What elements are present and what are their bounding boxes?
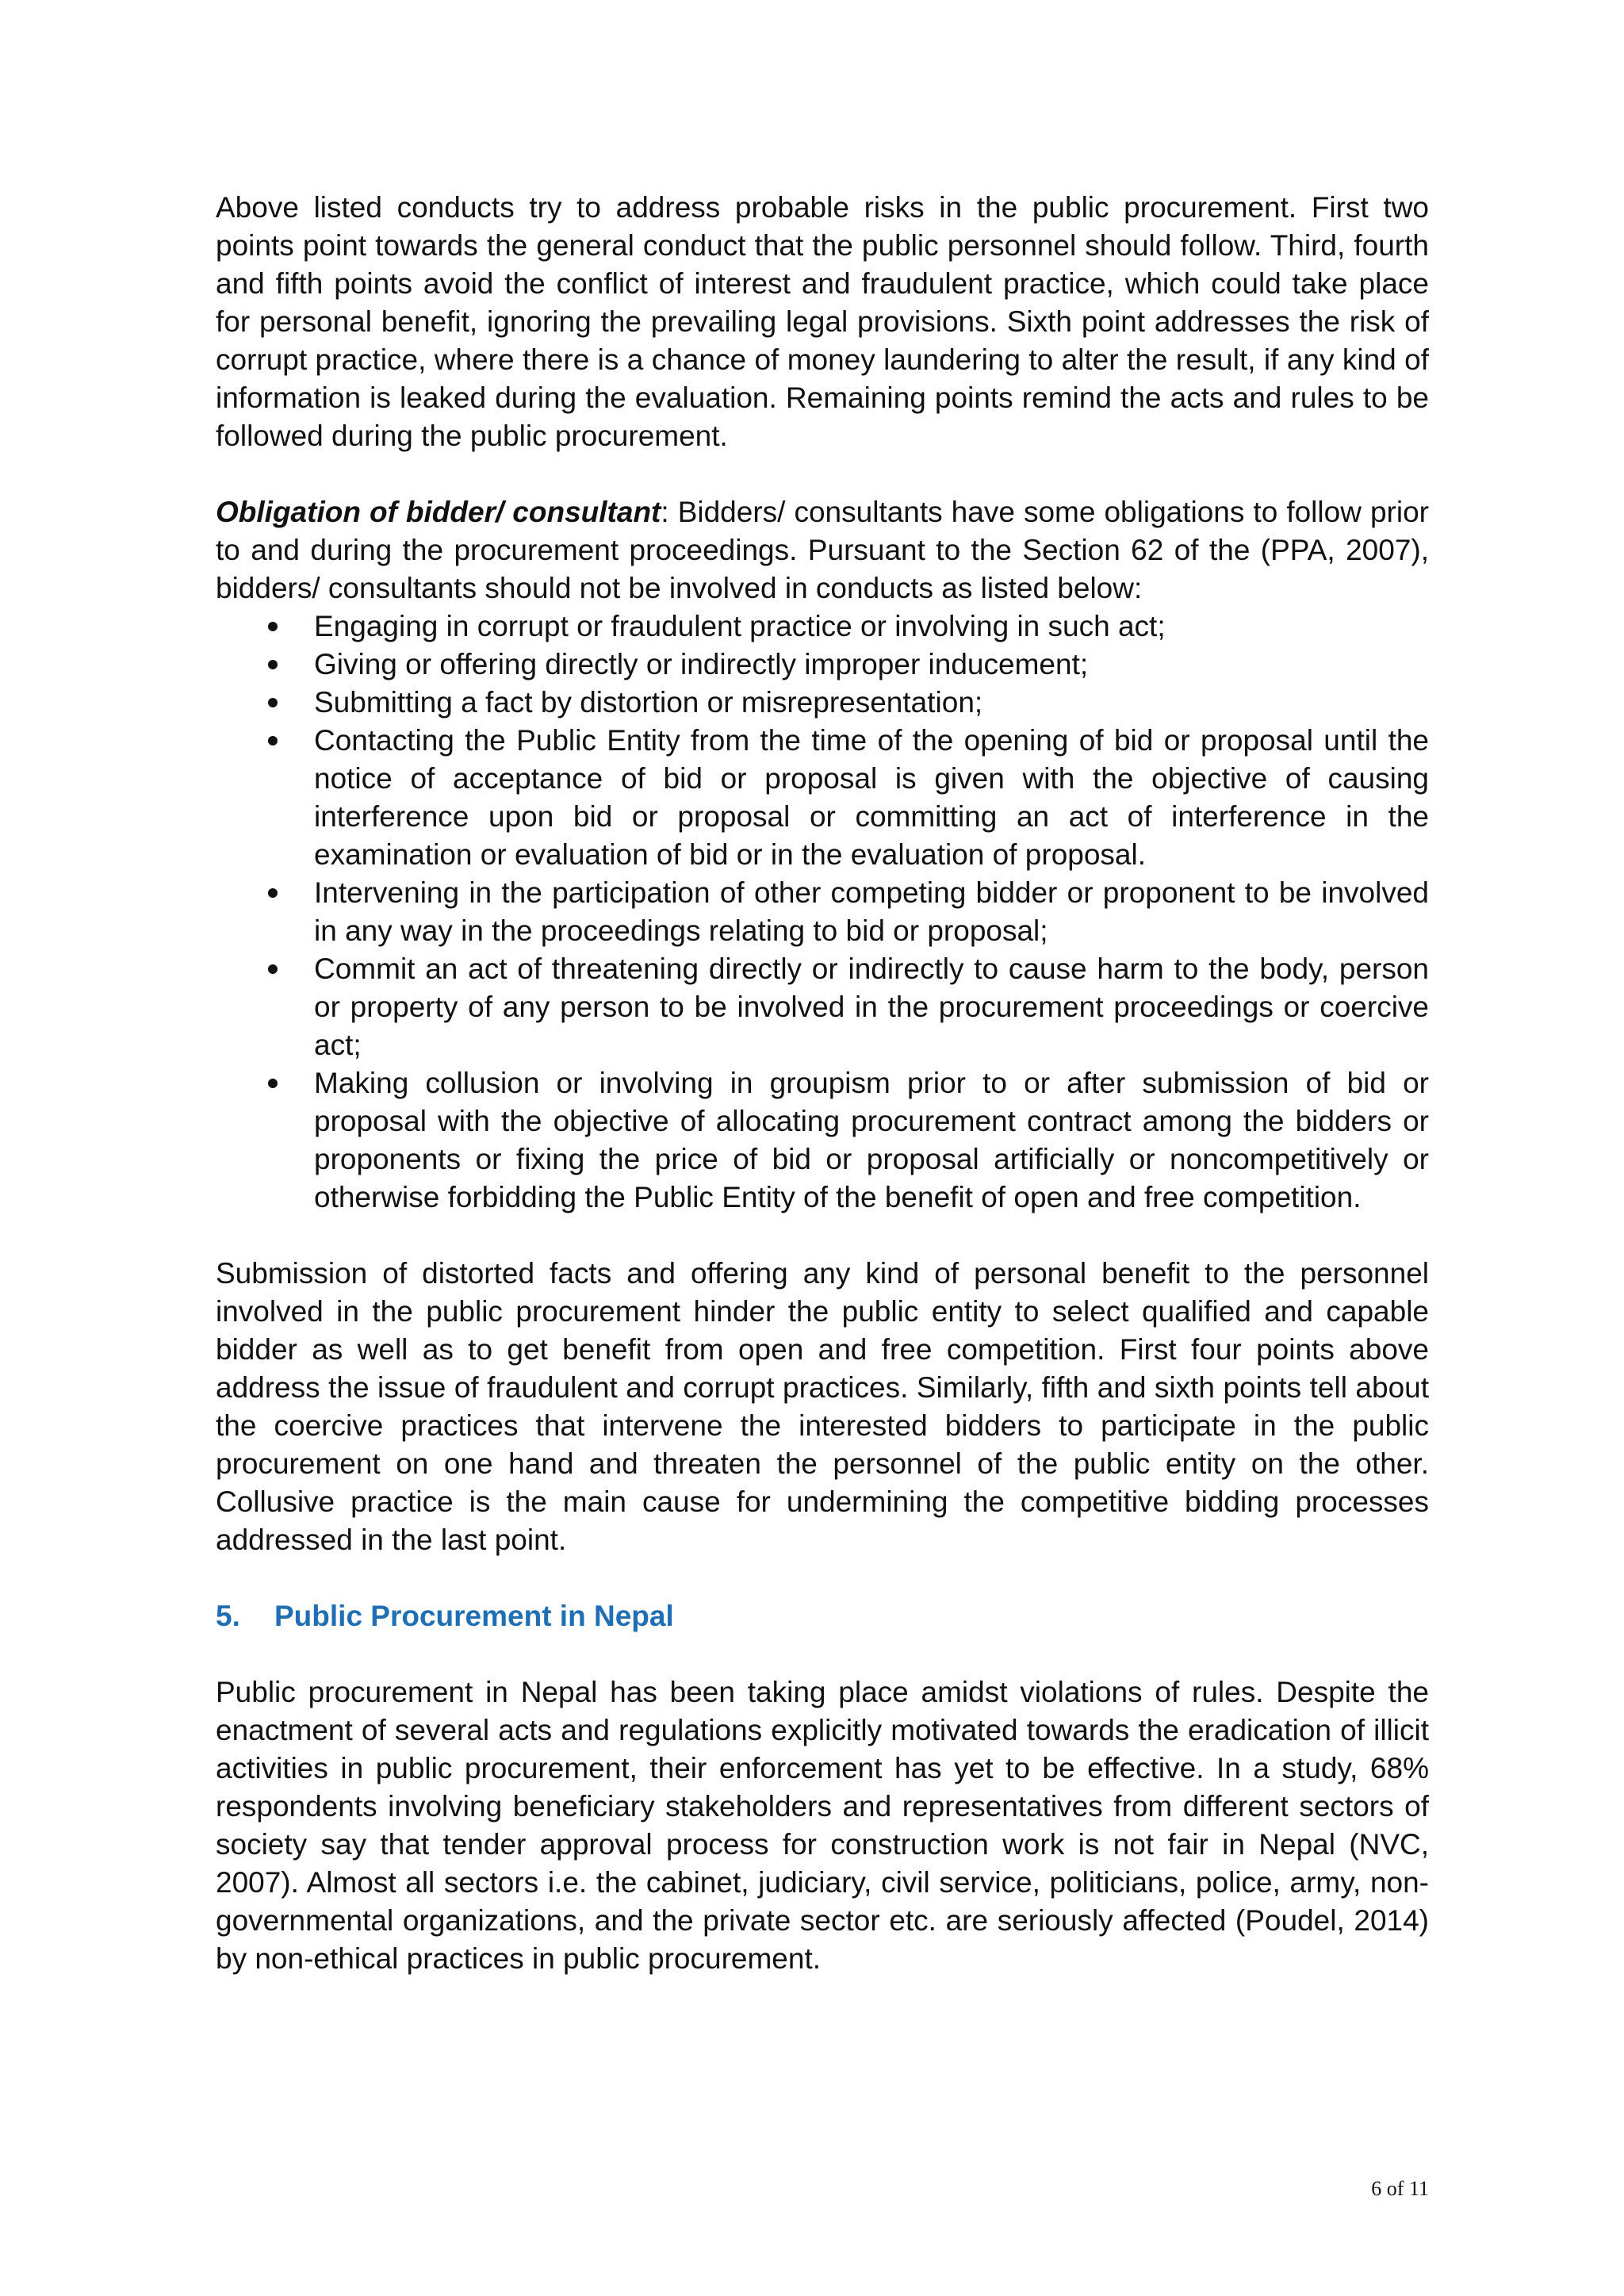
section-number: 5. [216, 1600, 240, 1632]
bullet-icon [268, 622, 278, 631]
bullet-icon [268, 964, 278, 974]
bullet-icon [268, 888, 278, 898]
paragraph-conducts-summary: Above listed conducts try to address probable risks in the public procurement. First two points point towards the general conduct that the public personnel should follow. Third, fourth and fifth points avoid the conflict of interest and fraudulent practice, which could take place for personal benefit, ignoring the prevailing legal provisions. Sixth point addresses the risk of corrupt practice, where there is a chance of money laundering to alter the result, if any kind of information is leaked during the evaluation. Remaining points remind the acts and rules to be followed during the public procurement. [216, 191, 1429, 452]
list-item: Making collusion or involving in groupism prior to or after submission of bid or proposal with the objective of allocating procurement contract among the bidders or proponents or fixing the price of bid or proposal artificially or noncompetitively or otherwise forbidding the Public Entity of the benefit of open and free competition. [216, 1064, 1429, 1217]
list-item: Contacting the Public Entity from the time of the opening of bid or proposal until the notice of acceptance of bid or proposal is given with the objective of causing interference upon bid or proposal or committing an act of interference in the examination or evaluation of bid or in the evaluation of proposal. [216, 722, 1429, 874]
bullet-icon [268, 698, 278, 707]
bullet-icon [268, 736, 278, 746]
list-item: Giving or offering directly or indirectly improper inducement; [216, 646, 1429, 684]
paragraph-conduct-analysis: Submission of distorted facts and offering any kind of personal benefit to the personnel involved in the public procurement hinder the public entity to select qualified and capable bidder as well as to get benefit from open and free competition. First four points above address the issue of fraudulent and corrupt practices. Similarly, fifth and sixth points tell about the coercive practices that intervene the interested bidders to participate in the public procurement on one hand and threaten the personnel of the public entity on the other. Collusive practice is the main cause for undermining the competitive bidding processes addressed in the last point. [216, 1257, 1429, 1556]
list-item: Submitting a fact by distortion or misrepresentation; [216, 684, 1429, 722]
paragraph-lead-term: Obligation of bidder/ consultant [216, 496, 661, 528]
section-heading [216, 1597, 1429, 1635]
document-page [216, 189, 1429, 1978]
section-title: Public Procurement in Nepal [274, 1600, 674, 1632]
paragraph-bidder-obligation [216, 493, 1429, 608]
list-item: Commit an act of threatening directly or indirectly to cause harm to the body, person or property of any person to be involved in the procurement proceedings or coercive act; [216, 950, 1429, 1064]
bidder-conduct-list [216, 608, 1429, 1217]
paragraph-lead-body: : Bidders/ consultants have some obligations to follow prior to and during the procurement proceedings. Pursuant to the Section 62 of the (PPA, 2007), bidders/ consultants should not be involved in conducts as listed below: [216, 496, 1429, 604]
bullet-icon [268, 1079, 278, 1088]
bullet-icon [268, 660, 278, 669]
page-number: 6 of 11 [1371, 2177, 1429, 2200]
list-item: Intervening in the participation of other competing bidder or proponent to be involved in any way in the proceedings relating to bid or proposal; [216, 874, 1429, 950]
paragraph-procurement-nepal: Public procurement in Nepal has been taking place amidst violations of rules. Despite the enactment of several acts and regulations explicitly motivated towards the eradication of illicit activities in public procurement, their enforcement has yet to be effective. In a study, 68% respondents involving beneficiary stakeholders and representatives from different sectors of society say that tender approval process for construction work is not fair in Nepal (NVC, 2007). Almost all sectors i.e. the cabinet, judiciary, civil service, politicians, police, army, non-governmental organizations, and the private sector etc. are seriously affected (Poudel, 2014) by non-ethical practices in public procurement. [216, 1676, 1429, 1975]
list-item: Engaging in corrupt or fraudulent practice or involving in such act; [216, 608, 1429, 646]
